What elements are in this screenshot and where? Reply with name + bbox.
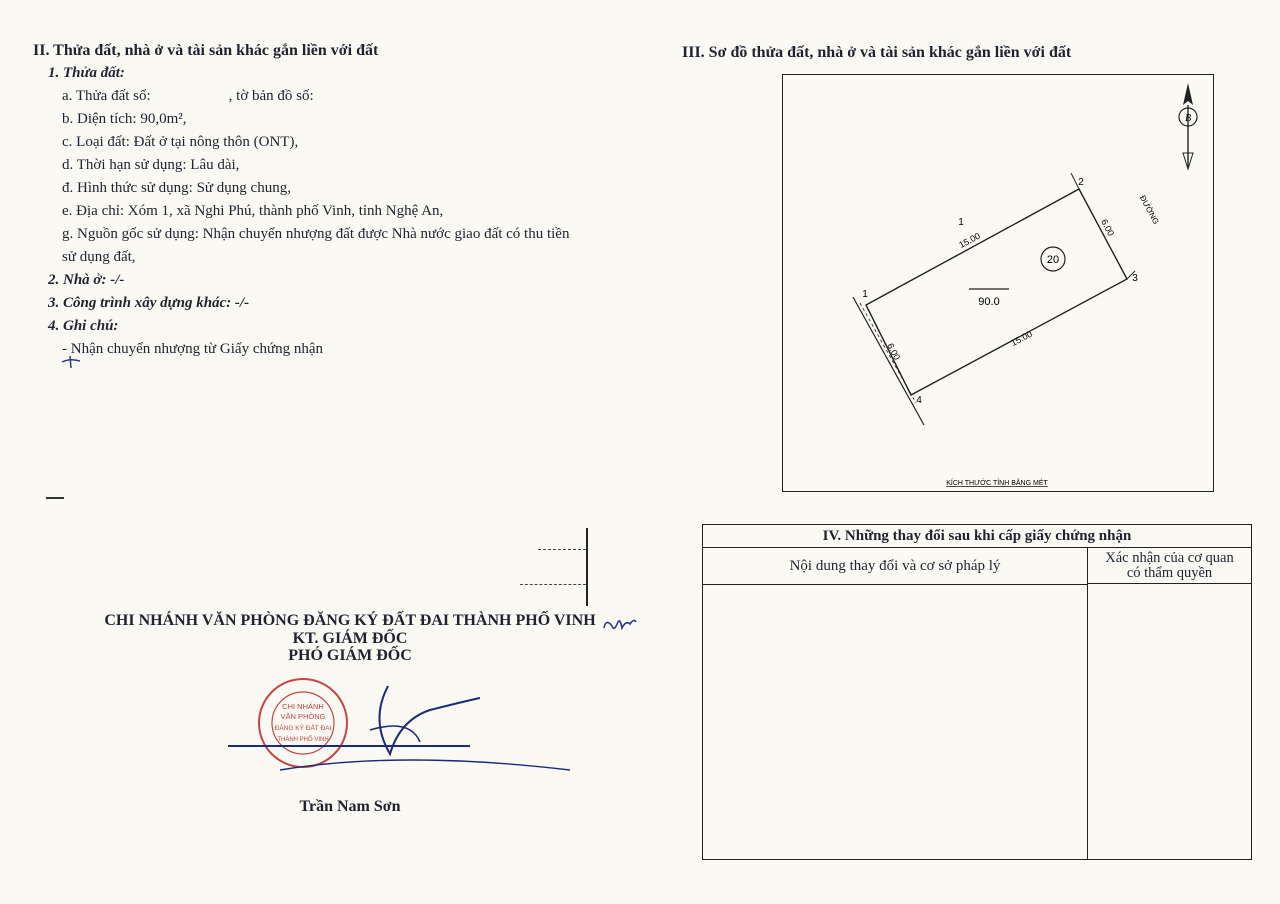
map-sheet-label: , tờ bản đồ số:: [228, 88, 314, 104]
signer-role-1: KT. GIÁM ĐỐC: [292, 630, 408, 647]
edge-right-length: 6.00: [1099, 217, 1117, 238]
signer-role-2: PHÓ GIÁM ĐỐC: [288, 647, 412, 664]
column-divider: [1087, 584, 1088, 860]
column-header-confirmation-line-1: Xác nhận của cơ quan: [1105, 550, 1234, 566]
changes-table: [702, 524, 1252, 860]
address-line: e. Địa chỉ: Xóm 1, xã Nghi Phú, thành phố Vinh, tỉnh Nghệ An,: [62, 203, 444, 219]
notes-heading: 4. Ghi chú:: [48, 318, 119, 334]
duration-line: d. Thời hạn sử dụng: Lâu dài,: [62, 157, 240, 173]
initials-mark-icon: [600, 614, 640, 638]
neighbor-label: 1: [958, 217, 964, 228]
edge-bottom-length: 15.00: [1009, 328, 1034, 349]
other-works-line: 3. Công trình xây dựng khác: -/-: [48, 295, 250, 311]
land-heading: 1. Thửa đất:: [48, 65, 125, 81]
corner-2: 2: [1078, 177, 1084, 188]
parcel-number: 20: [1046, 254, 1060, 266]
margin-dash-2: [520, 584, 586, 585]
parcel-map-drawing: [783, 75, 1213, 491]
land-type-line: c. Loại đất: Đất ở tại nông thôn (ONT),: [62, 134, 299, 150]
north-compass-icon: [1179, 83, 1197, 169]
edge-top-length: 15.00: [957, 230, 982, 251]
column-header-confirmation: [1087, 548, 1251, 584]
margin-dash-1: [538, 549, 586, 550]
parcel-polygon: [866, 189, 1127, 395]
edge-left-length: 6.00: [885, 341, 903, 362]
origin-line-2: sử dụng đất,: [62, 249, 136, 265]
stamp-line-1: CHI NHÁNH: [282, 702, 324, 711]
section-2-heading: II. Thửa đất, nhà ở và tài sản khác gắn liền với đất: [33, 42, 379, 59]
column-header-content: Nội dung thay đổi và cơ sở pháp lý: [703, 548, 1087, 585]
area-label: 90.0: [978, 296, 1000, 308]
origin-line-1: g. Nguồn gốc sử dụng: Nhận chuyển nhượng đất được Nhà nước giao đất có thu tiền: [62, 226, 570, 242]
section-4-heading: IV. Những thay đổi sau khi cấp giấy chứng nhận: [703, 525, 1251, 548]
signature-icon: [220, 680, 580, 780]
corner-3: 3: [1132, 273, 1138, 284]
stamp-line-4: THÀNH PHỐ VINH: [277, 737, 329, 743]
pen-mark-icon: [60, 352, 84, 370]
parcel-number-line: [62, 88, 314, 105]
scale-note: KÍCH THƯỚC TÍNH BẰNG MÉT: [946, 480, 1048, 487]
usage-form-line: đ. Hình thức sử dụng: Sử dụng chung,: [62, 180, 291, 196]
road-label: ĐƯỜNG: [1137, 193, 1161, 226]
house-line: 2. Nhà ở: -/-: [48, 272, 125, 288]
area-line: b. Diện tích: 90,0m²,: [62, 111, 187, 127]
notes-text: - Nhận chuyển nhượng từ Giấy chứng nhận: [62, 341, 324, 357]
compass-letter: B: [1184, 113, 1192, 124]
corner-1: 1: [862, 289, 868, 300]
margin-line: [586, 528, 588, 606]
issuing-office: CHI NHÁNH VĂN PHÒNG ĐĂNG KÝ ĐẤT ĐAI THÀNH PHỐ VINH: [104, 612, 596, 629]
section-3-heading: III. Sơ đồ thửa đất, nhà ở và tài sản khác gắn liền với đất: [682, 44, 1072, 61]
stamp-line-3: ĐĂNG KÝ ĐẤT ĐAI: [274, 725, 332, 732]
signer-name: Trần Nam Sơn: [299, 798, 401, 815]
corner-4: 4: [916, 395, 922, 406]
stray-mark: [46, 497, 64, 499]
boundary-hatch: [860, 303, 916, 403]
boundary-line: [853, 297, 924, 425]
column-header-confirmation-line-2: có thẩm quyền: [1126, 565, 1213, 581]
parcel-map: [782, 74, 1214, 492]
stamp-line-2: VĂN PHÒNG: [280, 712, 326, 721]
parcel-number-label: a. Thửa đất số:: [62, 88, 151, 104]
